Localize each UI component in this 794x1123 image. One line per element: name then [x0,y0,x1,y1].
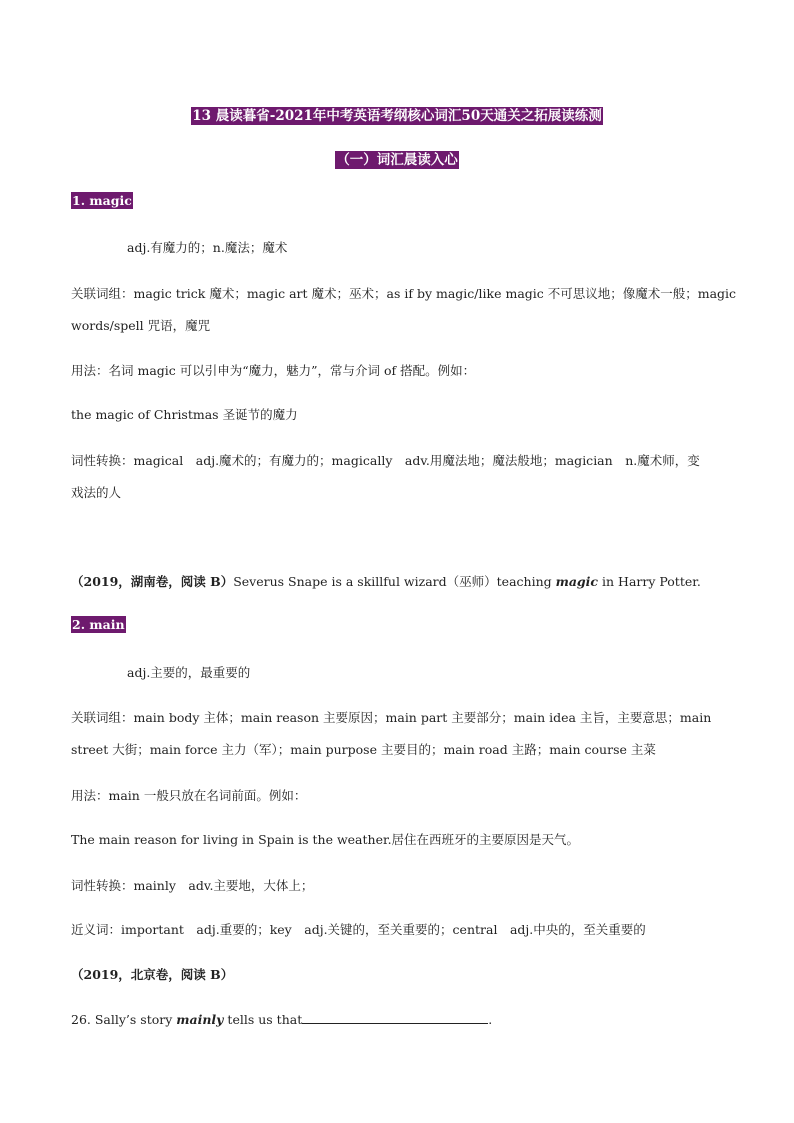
section-heading: （一）词汇晨读入心 [336,152,458,168]
entry-main-pos: adj.主要的，最重要的 [127,665,251,680]
document-title: 13 晨读暮省-2021年中考英语考纲核心词汇50天通关之拓展读练测 [192,108,602,124]
entry-main-usage: 用法：main 一般只放在名词前面。例如： [71,788,307,803]
entry-magic-usage: 用法：名词 magic 可以引申为“魔力，魅力”，常与介词 of 搭配。例如： [71,363,476,378]
entry-main-phrases-line1: 关联词组：main body 主体；main reason 主要原因；main part 主要部分；main idea 主旨，主要意思；main [71,710,712,725]
document-title-line [0,104,794,124]
entry-magic-exam-keyword: magic [555,574,599,589]
entry-main-exam-source: （2019，北京卷，阅读 B） [71,967,234,982]
entry-main-question [71,1011,492,1027]
entry-main-conversion: 词性转换：mainly adv.主要地，大体上； [71,878,314,893]
entry-magic-exam-before: Severus Snape is a skillful wizard（巫师）teaching [233,574,556,589]
entry-magic-pos: adj.有魔力的；n.魔法；魔术 [127,240,288,255]
question-after: tells us that [223,1012,303,1027]
entry-magic-phrases-line1: 关联词组：magic trick 魔术；magic art 魔术；巫术；as if by magic/like magic 不可思议地；像魔术一般；magic [71,286,737,301]
entry-main-phrases-line2: street 大街；main force 主力（军）；main purpose 主要目的；main road 主路；main course 主菜 [71,742,656,757]
entry-magic-conversion-line2: 戏法的人 [71,485,122,500]
entry-magic-heading-line [71,193,133,208]
entry-main-synonyms: 近义词：important adj.重要的；key adj.关键的，至关重要的；central adj.中央的，至关重要的 [71,922,646,937]
entry-magic-exam-sentence [71,572,701,590]
question-end: . [488,1012,493,1027]
entry-main-heading-line [71,617,126,632]
question-keyword: mainly [176,1012,224,1027]
entry-magic-heading: 1. magic [72,193,132,208]
answer-blank [302,1011,488,1024]
section-heading-line [0,148,794,168]
entry-main-example: The main reason for living in Spain is the weather.居住在西班牙的主要原因是天气。 [71,832,580,847]
entry-magic-exam-after: in Harry Potter. [598,574,701,589]
entry-magic-example: the magic of Christmas 圣诞节的魔力 [71,407,298,422]
entry-magic-phrases-line2: words/spell 咒语，魔咒 [71,318,211,333]
entry-magic-exam-source: （2019，湖南卷，阅读 B） [71,574,234,589]
entry-main-heading: 2. main [72,617,125,632]
entry-magic-conversion-line1: 词性转换：magical adj.魔术的；有魔力的；magically adv.用魔法地；魔法般地；magician n.魔术师，变 [71,453,700,468]
question-before: 26. Sally’s story [71,1012,177,1027]
